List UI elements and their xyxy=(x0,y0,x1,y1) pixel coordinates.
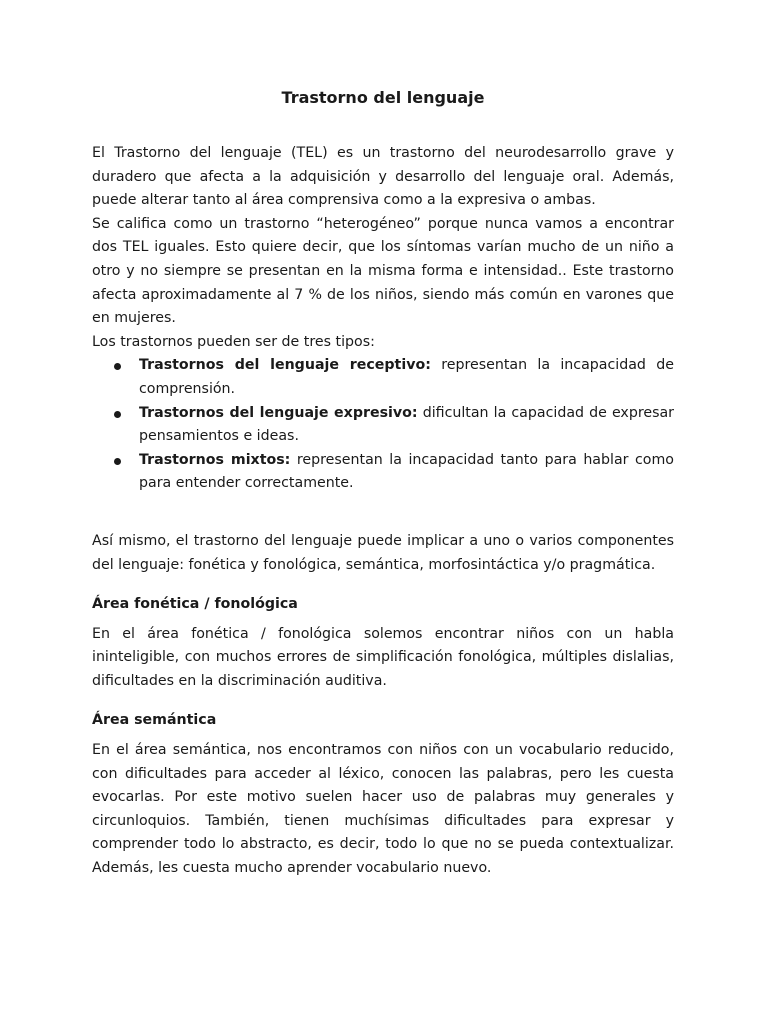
section-text-phonetic: En el área fonética / fonológica solemos encontrar niños con un habla ininteligible, con muchos errores de simplificación fonológica, múltiples dislalias, dificultades en la discriminación auditiva. xyxy=(92,625,674,689)
list-item-term: Trastornos mixtos: xyxy=(139,451,291,468)
list-item xyxy=(92,449,674,496)
list-item xyxy=(92,402,674,449)
heterogeneous-paragraph: Se califica como un trastorno “heterogéneo” porque nunca vamos a encontrar dos TEL iguales. Esto quiere decir, que los síntomas varían mucho de un niño a otro y no siempre se presentan en la misma forma e intensidad.. Este trastorno afecta aproximadamente al 7 % de los niños, siendo más común en varones que en mujeres. xyxy=(92,215,674,327)
document-page xyxy=(92,86,674,881)
components-paragraph: Así mismo, el trastorno del lenguaje puede implicar a uno o varios componentes del lenguaje: fonética y fonológica, semántica, morfosintáctica y/o pragmática. xyxy=(92,532,674,573)
document-title: Trastorno del lenguaje xyxy=(281,88,485,107)
list-item xyxy=(92,354,674,401)
bullet-icon xyxy=(114,458,121,465)
types-intro-paragraph: Los trastornos pueden ser de tres tipos: xyxy=(92,333,375,350)
list-item-desc: representan la incapacidad de comprensión. xyxy=(139,357,674,397)
section-heading-phonetic: Área fonética / fonológica xyxy=(92,596,298,613)
list-item-desc: representan la incapacidad tanto para hablar como para entender correctamente. xyxy=(139,451,674,492)
list-item-desc: dificultan la capacidad de expresar pensamientos e ideas. xyxy=(139,404,674,445)
section-text-semantic: En el área semántica, nos encontramos con niños con un vocabulario reducido, con dificultades para acceder al léxico, conocen las palabras, pero les cuesta evocarlas. Por este motivo suelen hacer uso de palabras muy generales y circunloquios. También, tienen muchísimas dificultades para expresar y comprender todo lo abstracto, es decir, todo lo que no se pueda contextualizar. Además, les cuesta mucho aprender vocabulario nuevo. xyxy=(92,742,674,877)
types-list xyxy=(92,354,674,496)
intro-paragraph: El Trastorno del lenguaje (TEL) es un trastorno del neurodesarrollo grave y duradero que afecta a la adquisición y desarrollo del lenguaje oral. Además, puede alterar tanto al área comprensiva como a la expresiva o ambas. xyxy=(92,145,674,209)
list-item-term: Trastornos del lenguaje expresivo: xyxy=(139,404,418,421)
list-item-term: Trastornos del lenguaje receptivo: xyxy=(139,357,431,374)
section-heading-semantic: Área semántica xyxy=(92,712,217,729)
bullet-icon xyxy=(114,363,121,370)
bullet-icon xyxy=(114,411,121,418)
